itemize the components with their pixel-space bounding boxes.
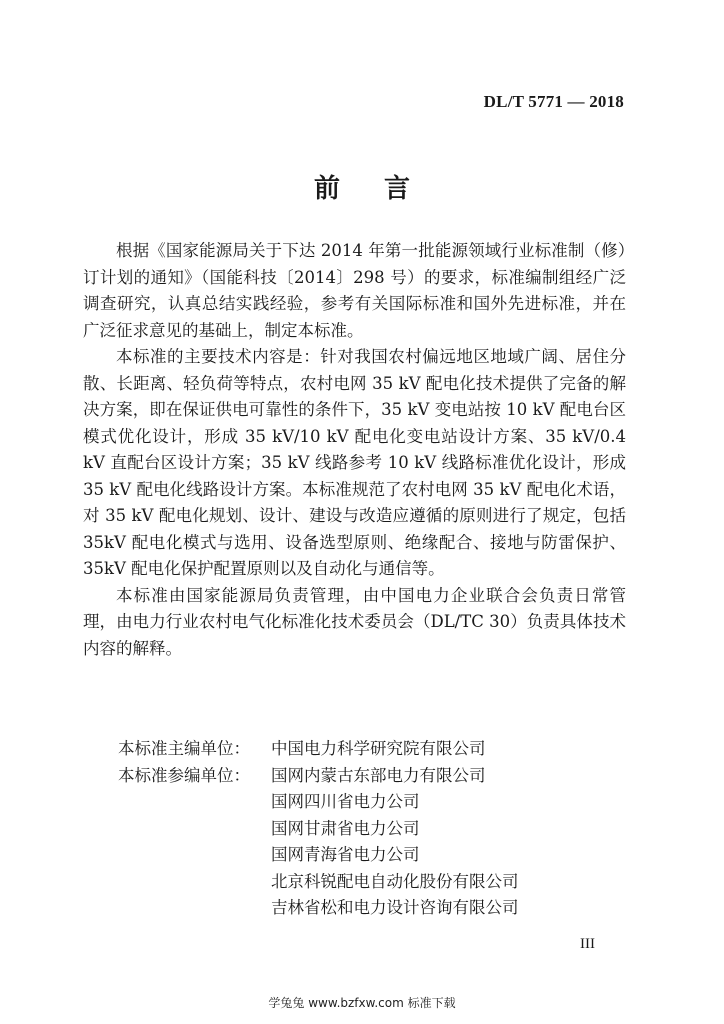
participating-unit-label: 本标准参编单位： <box>118 765 250 785</box>
footer-watermark-text: 学兔兔 www.bzfxw.com 标准下载 <box>268 996 456 1010</box>
page-title: 前言 <box>313 174 454 204</box>
page-number: III <box>580 936 595 952</box>
chief-unit-name: 中国电力科学研究院有限公司 <box>271 739 486 758</box>
chief-unit-label: 本标准主编单位： <box>118 739 250 758</box>
chief-unit-row <box>118 736 519 763</box>
participating-unit: 国网甘肃省电力公司 <box>271 818 420 838</box>
drafting-units <box>118 736 519 922</box>
paragraph-3: 本标准由国家能源局负责管理，由中国电力企业联合会负责日常管理，由电力行业农村电气化标准化技术委员会（DL/TC 30）负责具体技术内容的解释。 <box>83 585 626 658</box>
standard-code: DL/T 5771 — 2018 <box>483 92 624 111</box>
participating-unit-list <box>271 763 519 922</box>
participating-unit: 国网四川省电力公司 <box>271 792 420 811</box>
paragraph-2: 本标准的主要技术内容是：针对我国农村偏远地区地域广阔、居住分散、长距离、轻负荷等特点，农村电网 35 kV 配电化技术提供了完备的解决方案，即在保证供电可靠性的条件下，35 kV 变电站按 10 kV 配电台区模式优化设计，形成 35 kV/10 kV 配电化变电站设计方案、35 kV/0.4 kV 直配台区设计方案；35 kV 线路参考 10 kV 线路标准优化设计，形成 35 kV 配电化线路设计方案。本标准规范了农村电网 35 kV 配电化术语，对 35 kV 配电化规划、设计、建设与改造应遵循的原则进行了规定，包括 35kV 配电化模式与选用、设备选型原则、绝缘配合、接地与防雷保护、35kV 配电化保护配置原则以及自动化与通信等。 <box>83 347 626 578</box>
participating-unit: 国网青海省电力公司 <box>271 845 420 864</box>
participating-units-row <box>118 763 519 922</box>
participating-unit: 国网内蒙古东部电力有限公司 <box>271 765 486 785</box>
foreword-body <box>83 238 626 662</box>
paragraph-1: 根据《国家能源局关于下达 2014 年第一批能源领域行业标准制（修）订计划的通知》（国能科技〔2014〕298 号）的要求，标准编制组经广泛调查研究，认真总结实践经验，参考有关国际标准和国外先进标准，并在广泛征求意见的基础上，制定本标准。 <box>83 241 626 340</box>
participating-unit: 北京科锐配电自动化股份有限公司 <box>271 871 519 891</box>
participating-unit: 吉林省松和电力设计咨询有限公司 <box>271 898 519 917</box>
